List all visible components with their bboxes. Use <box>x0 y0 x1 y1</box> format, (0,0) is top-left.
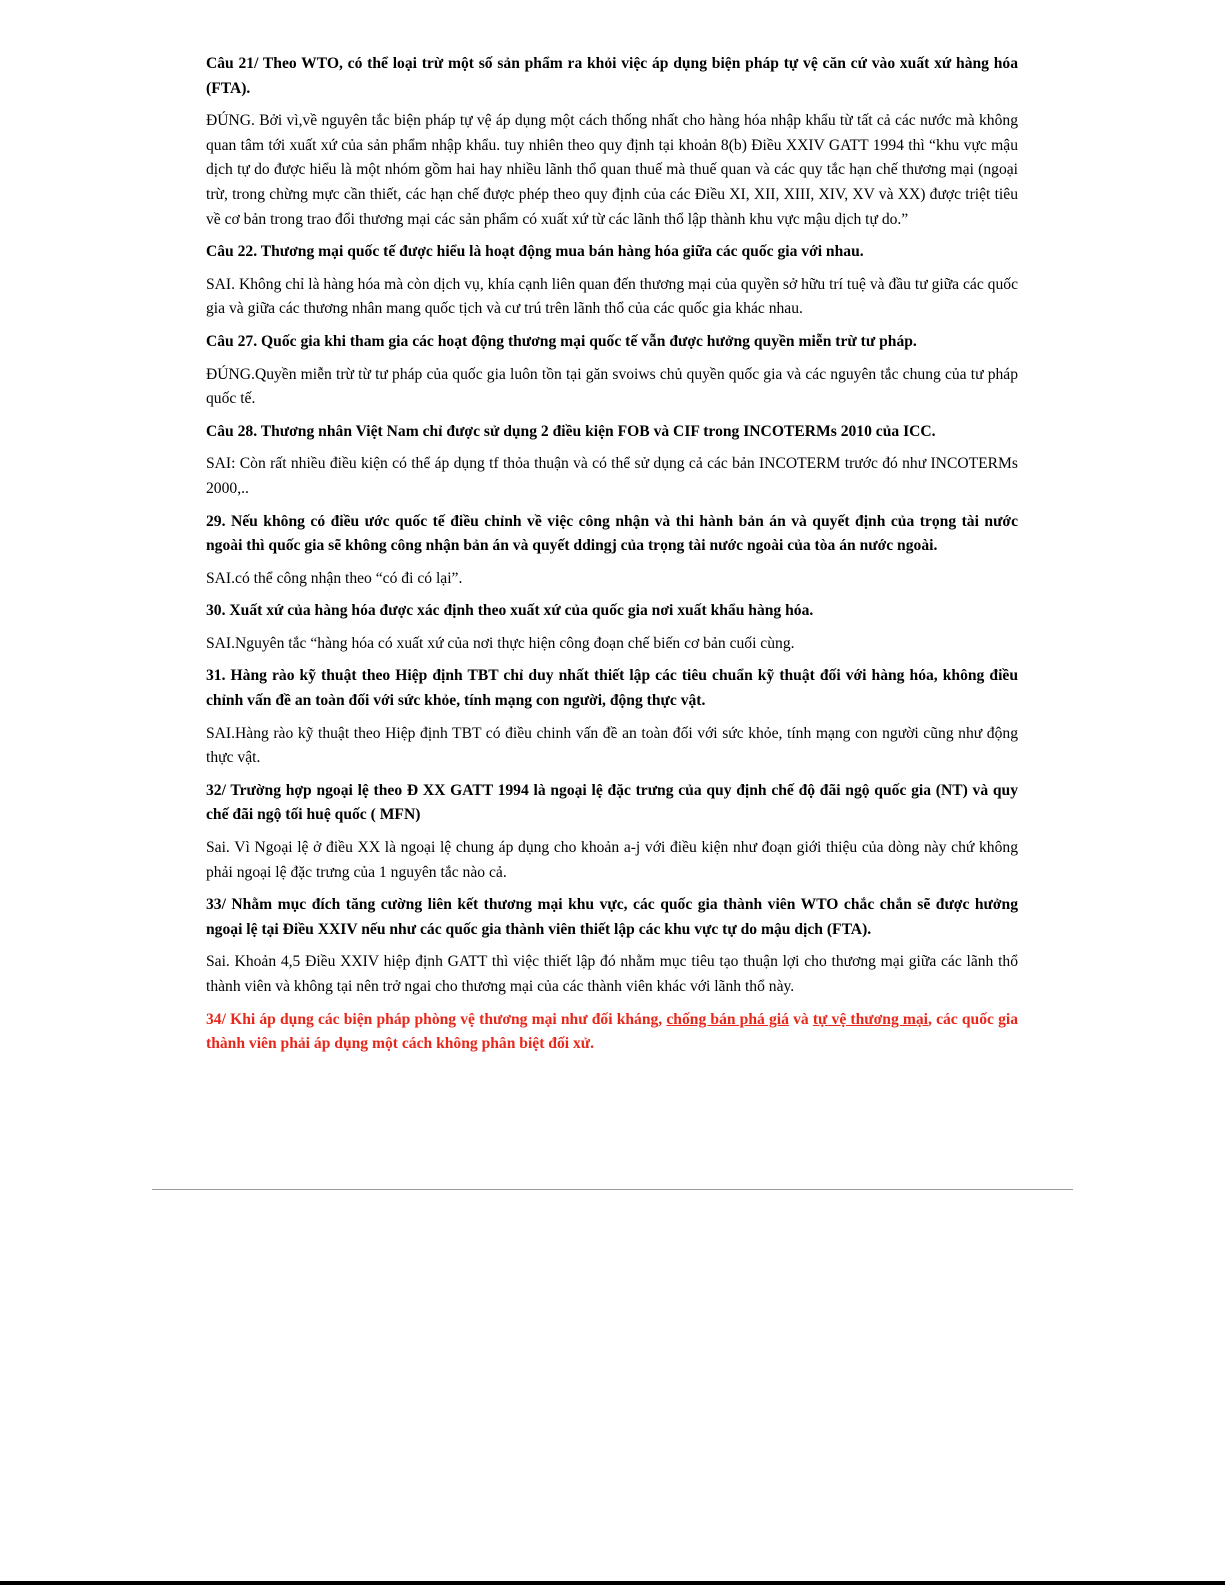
question-32: 32/ Trường hợp ngoại lệ theo Đ XX GATT 1994 là ngoại lệ đặc trưng của quy định chế độ đãi ngộ quốc gia (NT) và quy chế đãi ngộ tối huệ quốc ( MFN) <box>206 781 1018 824</box>
qa-item-28 <box>206 420 1018 502</box>
anti-dumping-link[interactable]: chống bán phá giá <box>666 1010 789 1028</box>
qa-item-21 <box>206 52 1018 232</box>
safeguard-link[interactable]: tự vệ thương mại <box>812 1010 929 1028</box>
page-separator-line <box>152 1189 1073 1190</box>
qa-item-29 <box>206 510 1018 592</box>
qa-item-27 <box>206 330 1018 412</box>
question-29: 29. Nếu không có điều ước quốc tế điều chỉnh về việc công nhận và thi hành bản án và quyết định của trọng tài nước ngoài thì quốc gia sẽ không công nhận bản án và quyết ddingj của trọng tài nước ngoài của tòa án nước ngoài. <box>206 512 1018 555</box>
question-34-text-start: 34/ Khi áp dụng các biện pháp phòng vệ thương mại như đối kháng, <box>206 1010 667 1028</box>
qa-item-31 <box>206 664 1018 770</box>
answer-32: Sai. Vì Ngoại lệ ở điều XX là ngoại lệ chung áp dụng cho khoản a-j với điều kiện như đoạn giới thiệu của dòng này chứ không phải ngoại lệ đặc trưng của 1 nguyên tắc nào cả. <box>206 839 1018 881</box>
document-body <box>206 52 1018 1065</box>
answer-33: Sai. Khoản 4,5 Điều XXIV hiệp định GATT thì việc thiết lập đó nhằm mục tiêu tạo thuận lợi cho thương mại giữa các lãnh thổ thành viên và không tại nên trở ngai cho thương mại của các thành viên khác với lãnh thổ này. <box>206 953 1018 995</box>
question-30: 30. Xuất xứ của hàng hóa được xác định theo xuất xứ của quốc gia nơi xuất khẩu hàng hóa. <box>206 602 814 620</box>
answer-22: SAI. Không chỉ là hàng hóa mà còn dịch vụ, khía cạnh liên quan đến thương mại của quyền sở hữu trí tuệ và đầu tư giữa các quốc gia và giữa các thương nhân mang quốc tịch và cư trú trên lãnh thổ của các quốc gia khác nhau. <box>206 275 1018 318</box>
qa-item-33 <box>206 893 1018 999</box>
question-33: 33/ Nhằm mục đích tăng cường liên kết thương mại khu vực, các quốc gia thành viên WTO chắc chắn sẽ được hưởng ngoại lệ tại Điều XXIV nếu như các quốc gia thành viên thiết lập các khu vực tự do mậu dịch (FTA). <box>206 896 1018 938</box>
qa-item-30 <box>206 599 1018 656</box>
answer-29: SAI.có thể công nhận theo “có đi có lại”. <box>206 569 463 587</box>
question-31: 31. Hàng rào kỹ thuật theo Hiệp định TBT chỉ duy nhất thiết lập các tiêu chuẩn kỹ thuật đối với hàng hóa, không điều chỉnh vấn đề an toàn đối với sức khỏe, tính mạng con người, động thực vật. <box>206 667 1018 710</box>
qa-item-22 <box>206 240 1018 322</box>
question-34-text-and: và <box>788 1010 813 1028</box>
answer-30: SAI.Nguyên tắc “hàng hóa có xuất xứ của nơi thực hiện công đoạn chế biến cơ bản cuối cùng. <box>206 634 795 652</box>
qa-item-32 <box>206 779 1018 885</box>
question-34 <box>206 1008 1018 1057</box>
answer-21: ĐÚNG. Bởi vì,về nguyên tắc biện pháp tự vệ áp dụng một cách thống nhất cho hàng hóa nhập khẩu từ tất cả các nước mà không quan tâm tới xuất xứ của sản phẩm nhập khẩu. tuy nhiên theo quy định tại khoản 8(b) Điều XXIV GATT 1994 thì “khu vực mậu dịch tự do được hiểu là một nhóm gồm hai hay nhiều lãnh thổ quan thuế mà thuế quan và các quy tắc hạn chế thương mại (ngoại trừ, trong chừng mực cần thiết, các hạn chế được phép theo quy định của các Điều XI, XII, XIII, XIV, XV và XX) được triệt tiêu về cơ bản trong trao đổi thương mại các sản phẩm có xuất xứ từ các lãnh thổ lập thành khu vực mậu dịch tự do.” <box>206 112 1018 228</box>
question-22: Câu 22. Thương mại quốc tế được hiểu là hoạt động mua bán hàng hóa giữa các quốc gia với nhau. <box>206 243 864 261</box>
question-28: Câu 28. Thương nhân Việt Nam chỉ được sử dụng 2 điều kiện FOB và CIF trong INCOTERMs 2010 của ICC. <box>206 422 936 440</box>
question-27: Câu 27. Quốc gia khi tham gia các hoạt động thương mại quốc tế vẫn được hưởng quyền miễn trừ tư pháp. <box>206 332 917 350</box>
answer-31: SAI.Hàng rào kỹ thuật theo Hiệp định TBT có điều chinh vấn đề an toàn đối với sức khỏe, tính mạng con người cũng như động thực vật. <box>206 724 1018 767</box>
qa-item-34 <box>206 1008 1018 1057</box>
question-21: Câu 21/ Theo WTO, có thể loại trừ một số sản phẩm ra khỏi việc áp dụng biện pháp tự vệ căn cứ vào xuất xứ hàng hóa (FTA). <box>206 55 1018 97</box>
answer-27: ĐÚNG.Quyền miễn trừ từ tư pháp của quốc gia luôn tồn tại găn svoiws chủ quyền quốc gia và các nguyên tắc chung của tư pháp quốc tế. <box>206 365 1018 408</box>
page-bottom-edge <box>0 1581 1225 1585</box>
question-34-text-end: , các quốc gia thành viên phải áp dụng một cách không phân biệt đối xử. <box>206 1010 1019 1053</box>
answer-28: SAI: Còn rất nhiều điều kiện có thể áp dụng tf thỏa thuận và có thể sử dụng cả các bản INCOTERM trước đó như INCOTERMs 2000,.. <box>206 455 1018 497</box>
